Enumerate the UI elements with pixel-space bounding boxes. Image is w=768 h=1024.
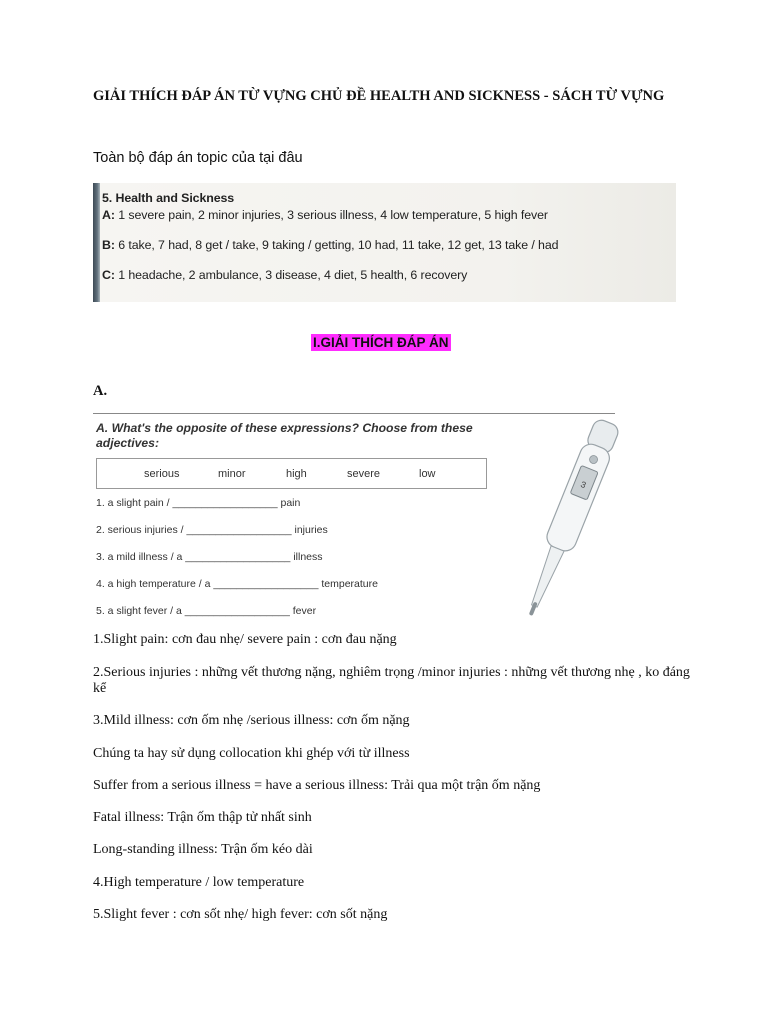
word-option: minor xyxy=(218,468,246,480)
explanation-line: Chúng ta hay sử dụng collocation khi ghép với từ illness xyxy=(93,746,410,761)
explanation-line: 4.High temperature / low temperature xyxy=(93,875,305,890)
answer-key-row-b xyxy=(102,238,558,252)
exercise-item: 5. a slight fever / a __________________ fever xyxy=(96,605,317,617)
divider xyxy=(93,413,615,414)
exercise-item: 1. a slight pain / __________________ pain xyxy=(96,497,301,509)
answer-key-image xyxy=(93,183,676,302)
answer-key-title: 5. Health and Sickness xyxy=(102,191,235,205)
exercise-image xyxy=(93,410,676,632)
answer-key-label: B: xyxy=(102,238,115,252)
word-option: high xyxy=(286,468,307,480)
answer-key-edge xyxy=(93,183,100,302)
svg-text:3: 3 xyxy=(578,479,588,492)
answer-key-row-a xyxy=(102,208,548,222)
explanation-line: Long-standing illness: Trận ốm kéo dài xyxy=(93,842,313,857)
explanation-line: 3.Mild illness: cơn ốm nhẹ /serious illness: cơn ốm nặng xyxy=(93,713,410,728)
answer-key-text: 1 headache, 2 ambulance, 3 disease, 4 diet, 5 health, 6 recovery xyxy=(118,268,468,282)
explanation-line: 1.Slight pain: cơn đau nhẹ/ severe pain : cơn đau nặng xyxy=(93,632,397,647)
part-label: A. xyxy=(93,383,108,399)
answer-key-label: C: xyxy=(102,268,115,282)
word-option: serious xyxy=(144,468,180,480)
exercise-item: 2. serious injuries / __________________ injuries xyxy=(96,524,328,536)
word-option: low xyxy=(419,468,436,480)
explanation-line: Suffer from a serious illness = have a serious illness: Trải qua một trận ốm nặng xyxy=(93,778,541,793)
word-option: severe xyxy=(347,468,381,480)
exercise-question: A. What's the opposite of these expressions? Choose from these adjectives: xyxy=(96,421,473,450)
explanation-line: 2.Serious injuries : những vết thương nặng, nghiêm trọng /minor injuries : những vết thương nhẹ , ko đáng kể xyxy=(93,665,690,696)
document-title: GIẢI THÍCH ĐÁP ÁN TỪ VỰNG CHỦ ĐỀ HEALTH AND SICKNESS - SÁCH TỪ VỰNG xyxy=(93,88,665,104)
section-heading: I.GIẢI THÍCH ĐÁP ÁN xyxy=(313,335,449,350)
explanation-line: 5.Slight fever : cơn sốt nhẹ/ high fever: cơn sốt nặng xyxy=(93,907,388,922)
answer-key-label: A: xyxy=(102,208,115,222)
thermometer-icon xyxy=(509,418,629,632)
word-box xyxy=(96,458,487,489)
explanation-line: Fatal illness: Trận ốm thập tử nhất sinh xyxy=(93,810,312,825)
answer-key-text: 6 take, 7 had, 8 get / take, 9 taking / getting, 10 had, 11 take, 12 get, 13 take / had xyxy=(118,238,559,252)
exercise-item: 3. a mild illness / a __________________ illness xyxy=(96,551,323,563)
answer-key-row-c xyxy=(102,268,467,282)
exercise-item: 4. a high temperature / a __________________ temperature xyxy=(96,578,378,590)
answer-key-text: 1 severe pain, 2 minor injuries, 3 serious illness, 4 low temperature, 5 high fever xyxy=(118,208,548,222)
intro-text: Toàn bộ đáp án topic của tại đâu xyxy=(93,150,303,166)
